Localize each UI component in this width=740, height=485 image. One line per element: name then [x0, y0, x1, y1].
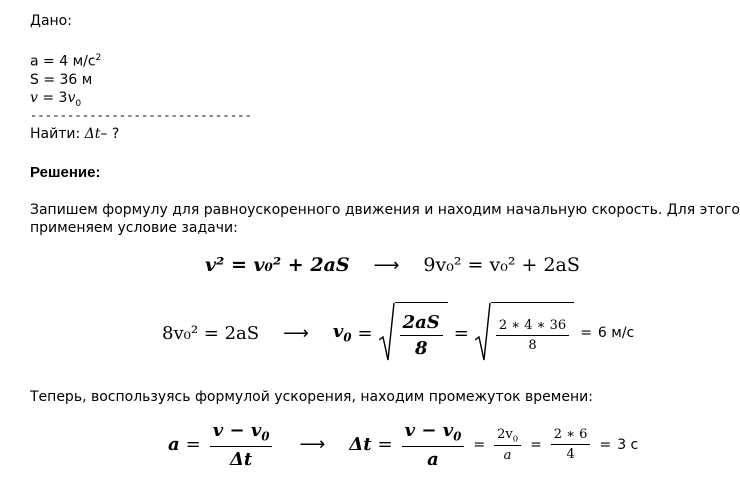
eq2-equals-1: = — [357, 322, 373, 344]
given-velocity — [30, 90, 81, 109]
sqrt-1 — [379, 302, 448, 364]
frac-dv-den: Δt — [229, 448, 253, 470]
given-acceleration — [30, 53, 101, 70]
given-acceleration-text: a = 4 м/c — [30, 53, 96, 70]
eq1-right: 9v₀² = v₀² + 2aS — [423, 254, 580, 276]
frac-dv-num — [210, 420, 273, 447]
given-heading: Дано: — [30, 13, 72, 29]
eq2-v0-var: v — [332, 321, 344, 343]
frac-dva-num-text: v − v — [404, 420, 454, 441]
frac-2v0-num-sub: 0 — [512, 433, 519, 444]
radical-sign-1 — [379, 302, 395, 364]
equation-1 — [205, 254, 580, 276]
solution-heading: Решение: — [30, 164, 101, 181]
given-distance: S = 36 м — [30, 72, 93, 88]
given-acceleration-exponent: 2 — [95, 53, 102, 63]
frac-2v0-den: a — [503, 448, 512, 464]
given-v0-sub: 0 — [75, 98, 82, 109]
frac-dv-num-sub: 0 — [261, 429, 270, 444]
eq3-equals-4: = — [530, 436, 542, 453]
eq3-equals-5: = — [599, 436, 612, 453]
radical-sign-2 — [475, 302, 491, 364]
frac-2aS-den: 8 — [414, 338, 428, 359]
fraction-dv-over-dt — [210, 420, 273, 470]
eq3-equals-1: = — [185, 434, 201, 456]
eq2-v0-sub: 0 — [343, 330, 352, 345]
frac-dva-den: a — [427, 448, 439, 470]
fraction-2aS-over-8 — [400, 312, 443, 359]
find-label: Найти: — [30, 126, 85, 142]
fraction-numeric-time — [551, 427, 591, 462]
solution-intro-line2: применяем условие задачи: — [30, 220, 238, 236]
eq2-equals-3: = — [580, 325, 592, 341]
fraction-numeric — [496, 318, 569, 353]
eq3-equals-2: = — [377, 434, 393, 456]
equation-3 — [168, 420, 638, 470]
equation-2 — [162, 302, 634, 364]
sqrt-2 — [475, 302, 574, 364]
eq3-equals-3: = — [473, 436, 486, 453]
given-velocity-var: v — [30, 90, 38, 106]
eq2-v0 — [333, 321, 352, 345]
eq1-left: v² = v₀² + 2aS — [205, 254, 350, 276]
eq2-left: 8v₀² = 2aS — [162, 322, 260, 344]
sqrt-2-radicand — [491, 302, 574, 364]
eq3-result: 3 c — [617, 436, 639, 453]
frac-numeric-den: 8 — [528, 338, 537, 353]
frac-2aS-num: 2aS — [400, 312, 443, 336]
frac-2v0-num-text: 2v — [497, 426, 513, 442]
find-expr: Δt — [84, 126, 101, 142]
find-line — [30, 126, 119, 142]
eq2-equals-2: = — [453, 322, 469, 344]
sqrt-1-radicand — [395, 302, 448, 364]
given-v0-var: v — [67, 90, 76, 106]
frac-time-num: 2 ∗ 6 — [551, 427, 591, 445]
frac-dva-num — [402, 420, 465, 447]
eq3-a: a — [168, 434, 180, 456]
frac-time-den: 4 — [566, 447, 575, 463]
frac-2v0-num — [494, 427, 521, 447]
frac-dva-num-sub: 0 — [453, 429, 462, 444]
eq1-arrow: ⟶ — [373, 254, 400, 276]
divider-line: ------------------------------ — [30, 109, 253, 123]
frac-dv-num-text: v − v — [212, 420, 262, 441]
given-velocity-eq: = 3 — [37, 90, 68, 106]
eq2-arrow: ⟶ — [283, 322, 309, 344]
fraction-2v0-over-a — [494, 427, 521, 464]
frac-numeric-num: 2 ∗ 4 ∗ 36 — [496, 318, 569, 336]
eq3-dt: Δt — [349, 434, 372, 456]
eq3-arrow: ⟶ — [299, 434, 326, 456]
solution-intro-line1: Запишем формулу для равноускоренного движения и находим начальную скорость. Для этого — [30, 202, 740, 218]
fraction-dv-over-a — [402, 420, 465, 470]
find-tail: – ? — [100, 126, 120, 142]
solution-mid-text: Теперь, воспользуясь формулой ускорения, находим промежуток времени: — [30, 389, 593, 405]
eq2-result: 6 м/c — [597, 325, 635, 341]
